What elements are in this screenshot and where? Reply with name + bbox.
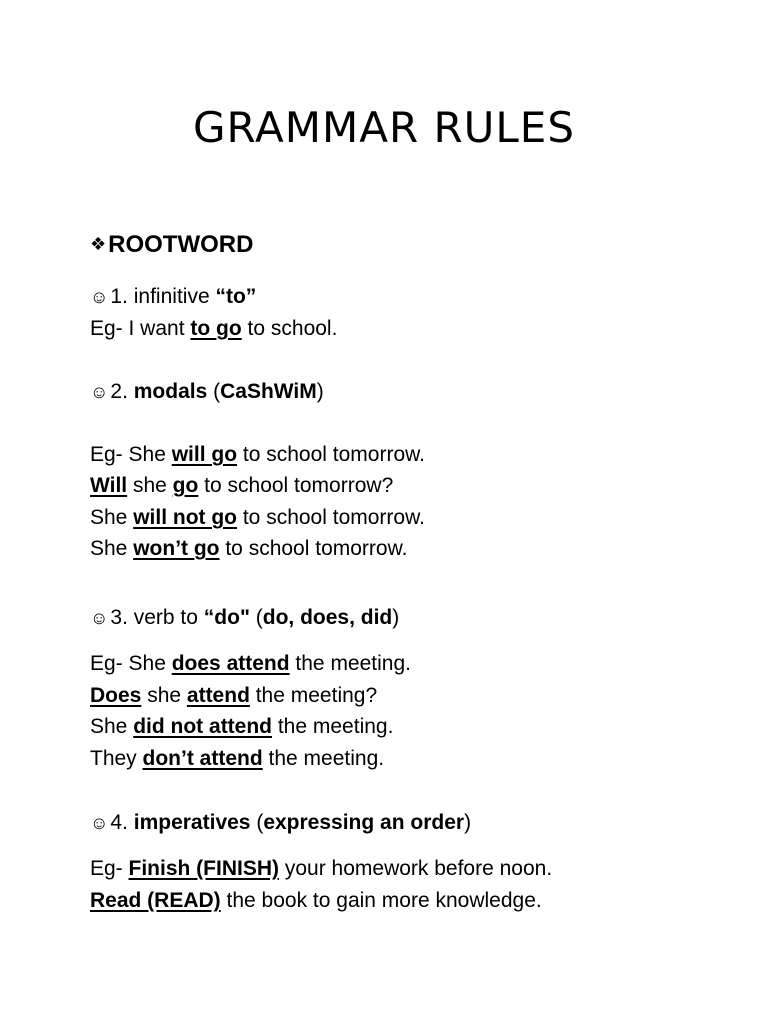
paren: ( <box>207 380 221 403</box>
paren: ( <box>250 811 264 834</box>
example-text: to school tomorrow. <box>237 506 425 529</box>
section-heading-label: ROOTWORD <box>108 231 254 258</box>
rule-2-example-3 <box>90 503 425 533</box>
example-key-phrase: Does <box>90 684 142 707</box>
example-key-phrase: will not go <box>133 506 238 529</box>
example-text: She <box>90 537 134 560</box>
example-key-phrase: attend <box>186 684 250 707</box>
example-text: your homework before noon. <box>279 857 553 880</box>
example-key-phrase: will go <box>171 443 238 466</box>
rule-detail: CaShWiM <box>220 380 317 403</box>
example-key-phrase: Read (READ) <box>90 889 221 912</box>
example-text: Eg- She <box>90 652 172 675</box>
rule-4-example-2 <box>90 886 542 916</box>
example-text: to school tomorrow? <box>198 474 394 497</box>
rule-keyword: imperatives <box>133 811 251 834</box>
rule-3-example-4 <box>90 744 384 774</box>
rule-2-example-4 <box>90 534 407 564</box>
rule-keyword: modals <box>133 380 208 403</box>
example-text: the meeting. <box>289 652 411 675</box>
rule-detail: do, does, did <box>262 606 393 629</box>
rule-keyword: “do" <box>203 606 250 629</box>
example-text: the meeting. <box>262 747 385 770</box>
section-heading <box>90 228 253 261</box>
example-text: the book to gain more knowledge. <box>220 889 542 912</box>
example-text: She <box>90 715 134 738</box>
four-diamond-icon: ❖ <box>90 234 107 254</box>
example-key-phrase: go <box>172 474 199 497</box>
rule-detail: expressing an order <box>263 811 465 834</box>
example-text: She <box>90 506 134 529</box>
smiley-icon: ☺ <box>90 608 109 628</box>
rule-1-example-1 <box>90 314 337 344</box>
example-text: she <box>141 684 187 707</box>
rule-keyword: “to” <box>215 285 257 308</box>
paren: ) <box>392 606 400 629</box>
rule-3-heading <box>90 603 399 633</box>
example-text: to school tomorrow. <box>237 443 425 466</box>
rule-number: 4. <box>110 811 128 834</box>
example-key-phrase: Will <box>90 474 128 497</box>
example-key-phrase: don’t attend <box>142 747 263 770</box>
rule-number: 3. <box>110 606 128 629</box>
paren: ) <box>316 380 324 403</box>
rule-number: 1. <box>110 285 128 308</box>
example-key-phrase: did not attend <box>133 715 273 738</box>
example-key-phrase: Finish (FINISH) <box>128 857 280 880</box>
example-text: Eg- She <box>90 443 172 466</box>
paren: ( <box>249 606 263 629</box>
rule-text: verb to <box>133 606 198 629</box>
example-text: she <box>127 474 173 497</box>
rule-2-example-2 <box>90 471 393 501</box>
rule-4-heading <box>90 808 471 838</box>
example-text: Eg- I want <box>90 317 191 340</box>
rule-number: 2. <box>110 380 128 403</box>
page-title: GRAMMAR RULES <box>192 103 576 152</box>
rule-3-example-2 <box>90 681 377 711</box>
example-key-phrase: to go <box>190 317 242 340</box>
rule-text: infinitive <box>133 285 210 308</box>
rule-2-example-1 <box>90 440 425 470</box>
smiley-icon: ☺ <box>90 287 109 307</box>
rule-3-example-1 <box>90 649 411 679</box>
rule-4-example-1 <box>90 854 552 884</box>
example-key-phrase: does attend <box>171 652 290 675</box>
rule-3-example-3 <box>90 712 393 742</box>
smiley-icon: ☺ <box>90 813 109 833</box>
example-text: They <box>90 747 143 770</box>
example-text: the meeting? <box>249 684 378 707</box>
example-text: the meeting. <box>272 715 394 738</box>
example-text: to school tomorrow. <box>219 537 408 560</box>
rule-2-heading <box>90 377 324 407</box>
example-text: to school. <box>241 317 338 340</box>
paren: ) <box>464 811 472 834</box>
rule-1-heading <box>90 282 256 312</box>
smiley-icon: ☺ <box>90 382 109 402</box>
example-key-phrase: won’t go <box>133 537 220 560</box>
example-text: Eg- <box>90 857 129 880</box>
